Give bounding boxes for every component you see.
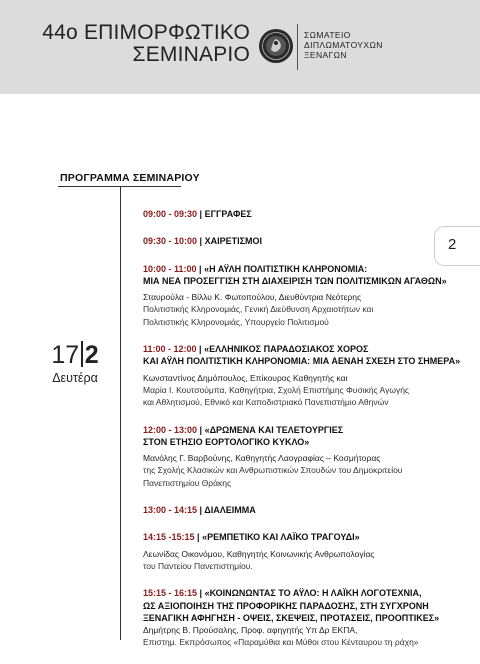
page-number: 2 xyxy=(448,236,457,253)
schedule-title: ΔΙΑΛΕΙΜΜΑ xyxy=(204,505,256,516)
schedule-title: «ΕΛΛΗΝΙΚΟΣ ΠΑΡΑΔΟΣΙΑΚΟΣ ΧΟΡΟΣ xyxy=(204,344,369,355)
schedule-title: «ΚΟΙΝΩΝΩΝΤΑΣ ΤΟ ΑΫΛΟ: Η ΛΑΪΚΗ ΛΟΓΟΤΕΧΝΙΑ, xyxy=(204,588,422,599)
schedule-speaker: Λεωνίδας Οικονόμου, Καθηγητής Κοινωνικής Ανθρωπολογίας xyxy=(143,548,375,559)
schedule-speaker: Κωνσταντίνος Δημόπουλος, Επίκουρος Καθηγητής και xyxy=(143,372,348,383)
date-day: 17 xyxy=(51,341,80,369)
schedule-title-continued: ΞΕΝΑΓΙΚΗ ΑΦΗΓΗΣΗ - ΟΨΕΙΣ, ΣΚΕΨΕΙΣ, ΠΡΟΤΑΣΕΙΣ, ΠΡΟΟΠΤΙΚΕΣ» xyxy=(143,612,440,623)
schedule-item xyxy=(143,235,473,247)
schedule-item xyxy=(143,587,473,648)
schedule-time: 11:00 - 12:00 xyxy=(143,344,197,355)
schedule-title: «Η ΑΫΛΗ ΠΟΛΙΤΙΣΤΙΚΗ ΚΛΗΡΟΝΟΜΙΑ: xyxy=(204,263,368,274)
schedule-item-heading: 09:00 - 09:30 | ΕΓΓΡΑΦΕΣ xyxy=(143,209,252,219)
timeline-vertical-line xyxy=(120,186,121,640)
schedule-item-heading: 12:00 - 13:00 | «ΔΡΩΜΕΝΑ ΚΑΙ ΤΕΛΕΤΟΥΡΓΙΕΣ xyxy=(143,424,344,435)
schedule-speaker-affiliation: Πανεπιστημίου Θράκης xyxy=(143,477,232,488)
schedule-title: «ΡΕΜΠΕΤΙΚΟ ΚΑΙ ΛΑΪΚΟ ΤΡΑΓΟΥΔΙ» xyxy=(202,532,360,543)
header-banner xyxy=(0,0,480,94)
schedule-item-heading: 10:00 - 11:00 | «Η ΑΫΛΗ ΠΟΛΙΤΙΣΤΙΚΗ ΚΛΗΡΟΝΟΜΙΑ: xyxy=(143,263,368,274)
date-block xyxy=(35,341,115,385)
schedule-time: 10:00 - 11:00 xyxy=(143,263,197,274)
schedule-title-continued: ΜΙΑ ΝΕΑ ΠΡΟΣΕΓΓΙΣΗ ΣΤΗ ΔΙΑΧΕΙΡΙΣΗ ΤΩΝ ΠΟΛΙΤΙΣΜΙΚΩΝ ΑΓΑΘΩΝ» xyxy=(143,275,447,286)
program-title: ΠΡΟΓΡΑΜΜΑ ΣΕΜΙΝΑΡΙΟΥ xyxy=(60,172,200,184)
schedule-speaker: Δημήτρης Β. Προύσαλης, Προφ. αφηγητής Υπ Δρ ΕΚΠΑ, xyxy=(143,625,358,636)
schedule-list xyxy=(143,208,473,664)
schedule-speaker-affiliation: του Παντείου Πανεπιστημίου. xyxy=(143,560,253,571)
schedule-item-heading: 13:00 - 14:15 | ΔΙΑΛΕΙΜΜΑ xyxy=(143,505,256,516)
schedule-speaker: Μανόλης Γ. Βαρβούνης, Καθηγητής Λαογραφίας – Κοσμήτορας xyxy=(143,453,381,464)
schedule-title-continued: ΚΑΙ ΑΫΛΗ ΠΟΛΙΤΙΣΤΙΚΗ ΚΛΗΡΟΝΟΜΙΑ: ΜΙΑ ΑΕΝΑΗ ΣΧΕΣΗ ΣΤΟ ΣΗΜΕΡΑ» xyxy=(143,356,461,367)
schedule-title-continued: ΩΣ ΑΞΙΟΠΟΙΗΣΗ ΤΗΣ ΠΡΟΦΟΡΙΚΗΣ ΠΑΡΑΔΟΣΗΣ, ΣΤΗ ΣΥΓΧΡΟΝΗ xyxy=(143,600,429,611)
date-weekday: Δευτέρα xyxy=(52,371,98,385)
schedule-time: 15:15 - 16:15 xyxy=(143,588,198,599)
header-divider xyxy=(297,24,298,70)
schedule-title: ΕΓΓΡΑΦΕΣ xyxy=(204,209,252,219)
schedule-item-heading: 11:00 - 12:00 | «ΕΛΛΗΝΙΚΟΣ ΠΑΡΑΔΟΣΙΑΚΟΣ ΧΟΡΟΣ xyxy=(143,344,369,355)
schedule-item xyxy=(143,504,473,516)
schedule-item xyxy=(143,208,473,220)
seminar-title-line-2: ΣΕΜΙΝΑΡΙΟ xyxy=(132,43,250,66)
seminar-title-line-1: 44ο ΕΠΙΜΟΡΦΩΤΙΚΟ xyxy=(42,21,250,44)
association-name-line-3: ΞΕΝΑΓΩΝ xyxy=(304,50,347,60)
association-logo-icon xyxy=(258,28,294,64)
schedule-title-continued: ΣΤΟΝ ΕΤΗΣΙΟ ΕΟΡΤΟΛΟΓΙΚΟ ΚΥΚΛΟ» xyxy=(143,436,310,447)
schedule-time: 13:00 - 14:15 xyxy=(143,505,198,516)
schedule-speaker-affiliation: Πολιτιστικής Κληρονομιάς, Υπουργείο Πολιτισμού xyxy=(143,316,329,327)
schedule-title: «ΔΡΩΜΕΝΑ ΚΑΙ ΤΕΛΕΤΟΥΡΓΙΕΣ xyxy=(204,424,344,435)
schedule-speaker-affiliation: της Σχολής Κλασικών και Ανθρωπιστικών Σπουδών του Δημοκριτείου xyxy=(143,465,403,476)
date-separator xyxy=(81,341,83,367)
association-name-line-1: ΣΩΜΑΤΕΙΟ xyxy=(304,30,351,40)
schedule-speaker-affiliation: Μαρία Ι. Κουτσούμπα, Καθηγήτρια, Σχολή Επιστήμης Φυσικής Αγωγής xyxy=(143,384,410,395)
seminar-title xyxy=(42,22,250,66)
date-numbers xyxy=(35,341,115,369)
schedule-item-heading: 15:15 - 16:15 | «ΚΟΙΝΩΝΩΝΤΑΣ ΤΟ ΑΫΛΟ: Η ΛΑΪΚΗ ΛΟΓΟΤΕΧΝΙΑ, xyxy=(143,588,422,599)
schedule-time: 09:30 - 10:00 xyxy=(143,236,198,247)
date-month: 2 xyxy=(84,341,99,369)
association-name xyxy=(304,30,383,60)
schedule-title: ΧΑΙΡΕΤΙΣΜΟΙ xyxy=(204,236,262,247)
schedule-item xyxy=(143,263,473,328)
schedule-speaker: Σταυρούλα - Βίλλυ Κ. Φωτοπούλου, Διευθύντρια Νεότερης xyxy=(143,292,362,303)
schedule-item xyxy=(143,343,473,408)
schedule-item xyxy=(143,424,473,489)
schedule-item-heading: 14:15 -15:15 | «ΡΕΜΠΕΤΙΚΟ ΚΑΙ ΛΑΪΚΟ ΤΡΑΓΟΥΔΙ» xyxy=(143,532,360,543)
schedule-speaker-affiliation: Επιστημ. Εκπρόσωπος «Παραμύθια και Μύθοι στου Κένταυρου τη ράχη» xyxy=(143,637,419,648)
schedule-time: 12:00 - 13:00 xyxy=(143,424,198,435)
association-name-line-2: ΔΙΠΛΩΜΑΤΟΥΧΩΝ xyxy=(304,40,383,50)
schedule-item xyxy=(143,531,473,572)
schedule-speaker-affiliation: Πολιτιστικής Κληρονομιάς, Γενική Διεύθυνση Αρχαιοτήτων και xyxy=(143,304,374,315)
schedule-item-heading: 09:30 - 10:00 | ΧΑΙΡΕΤΙΣΜΟΙ xyxy=(143,236,262,247)
schedule-time: 09:00 - 09:30 xyxy=(143,209,198,219)
schedule-time: 14:15 -15:15 xyxy=(143,532,195,543)
schedule-speaker-affiliation: και Αθλητισμού, Εθνικό και Καποδιστριακό Πανεπιστήμιο Αθηνών xyxy=(143,397,389,408)
